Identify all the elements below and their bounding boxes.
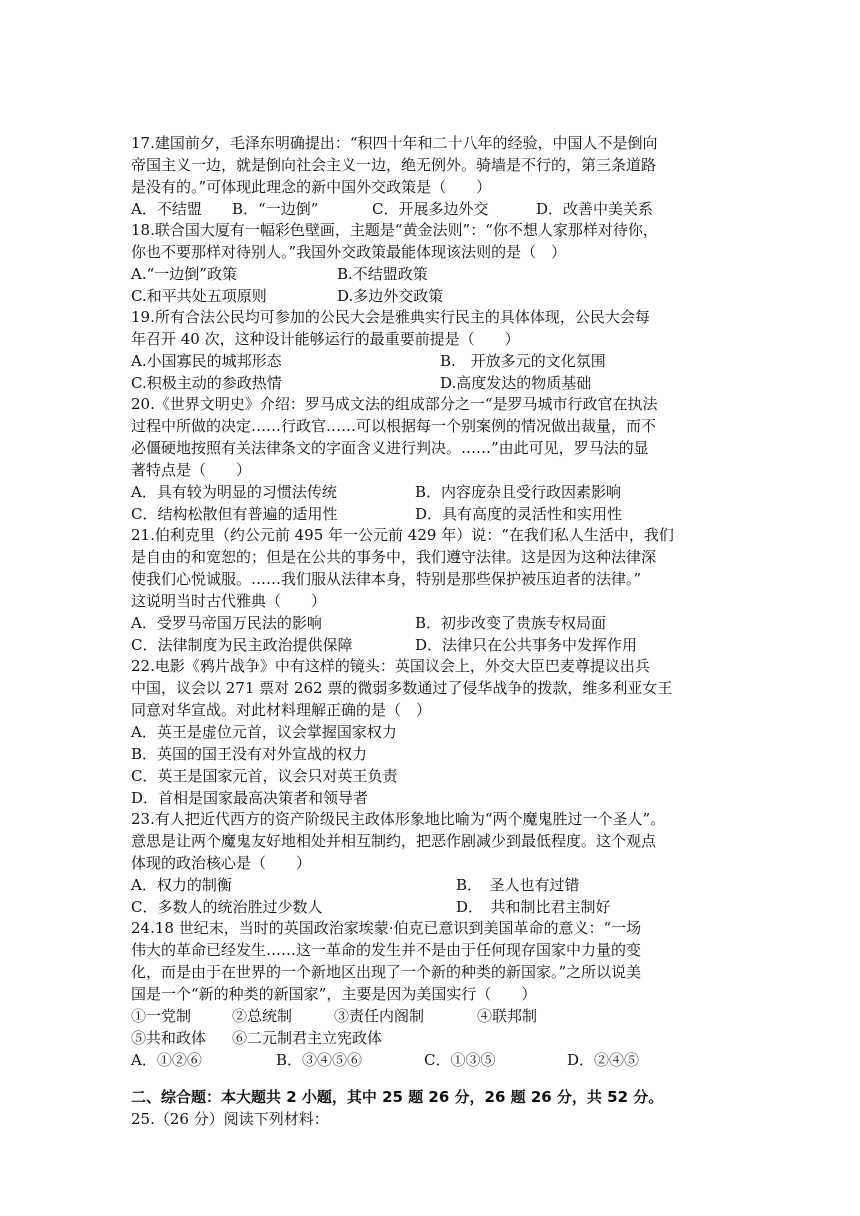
option-d: D．具有高度的灵活性和实用性 xyxy=(415,505,623,523)
option-b: B. 开放多元的文化氛围 xyxy=(440,352,606,370)
choice-item: ③责任内阁制 xyxy=(334,1007,425,1025)
option-c: C．①③⑤ xyxy=(424,1051,496,1069)
question-text-line: 21.伯利克里（约公元前 495 年一公元前 429 年）说：“在我们私人生活中，我们 xyxy=(131,526,674,544)
choice-item: ①一党制 xyxy=(131,1007,192,1025)
option-a: A．具有较为明显的习惯法传统 xyxy=(131,483,337,501)
question-text-line: 你也不要那样对待别人。”我国外交政策最能体现该法则的是（ ） xyxy=(131,243,567,261)
option-c: C．多数人的统治胜过少数人 xyxy=(131,898,323,916)
question-25-intro: 25.（26 分）阅读下列材料： xyxy=(131,1110,329,1128)
question-text-line: 必僵硬地按照有关法律条文的字面含义进行判决。……”由此可见，罗马法的显 xyxy=(131,439,649,457)
choice-item: ⑥二元制君主立宪政体 xyxy=(232,1029,383,1047)
option-d: D．法律只在公共事务中发挥作用 xyxy=(415,636,638,654)
question-text-line: 24.18 世纪末，当时的英国政治家埃蒙·伯克已意识到美国革命的意义：“一场 xyxy=(131,919,642,937)
question-text-line: 过程中所做的决定……行政官……可以根据每一个别案例的情况做出裁量，而不 xyxy=(131,417,657,435)
option-c: C.和平共处五项原则 xyxy=(131,287,267,305)
option-a: A．受罗马帝国万民法的影响 xyxy=(131,614,322,632)
question-text-line: 国是一个“新的种类的新国家”，主要是因为美国实行（ ） xyxy=(131,985,537,1003)
option-a: A．不结盟 xyxy=(131,200,202,218)
option-d: D.高度发达的物质基础 xyxy=(440,374,592,392)
question-text-line: 化，而是由于在世界的一个新地区出现了一个新的种类的新国家。”之所以说美 xyxy=(131,963,642,981)
choice-item: ②总统制 xyxy=(232,1007,293,1025)
option-d: D．首相是国家最高决策者和领导者 xyxy=(131,789,369,807)
option-a: A．①②⑥ xyxy=(131,1051,202,1069)
question-text-line: 18.联合国大厦有一幅彩色壁画，主题是“黄金法则”：“你不想人家那样对待你， xyxy=(131,221,658,239)
option-a: A.小国寡民的城邦形态 xyxy=(131,352,282,370)
question-text-line: 中国，议会以 271 票对 262 票的微弱多数通过了侵华战争的拨款，维多利亚女王 xyxy=(131,679,673,697)
question-text-line: 著特点是（ ） xyxy=(131,461,252,479)
question-text-line: 是自由的和宽恕的；但是在公共的事务中，我们遵守法律。这是因为这种法律深 xyxy=(131,548,657,566)
question-text-line: 使我们心悦诚服。……我们服从法律本身，特别是那些保护被压迫者的法律。” xyxy=(131,570,642,588)
section-heading: 二、综合题：本大题共 2 小题，其中 25 题 26 分，26 题 26 分，共 52 分。 xyxy=(131,1088,664,1106)
option-a: A．权力的制衡 xyxy=(131,876,232,894)
question-text-line: 23.有人把近代西方的资产阶级民主政体形象地比喻为“两个魔鬼胜过一个圣人”。 xyxy=(131,810,666,828)
option-b: B．“一边倒” xyxy=(232,200,319,218)
question-text-line: 17.建国前夕，毛泽东明确提出：“积四十年和二十八年的经验，中国人不是倒向 xyxy=(131,134,658,152)
question-text-line: 年召开 40 次，这种设计能够运行的最重要前提是（ ） xyxy=(131,330,520,348)
question-text-line: 体现的政治核心是（ ） xyxy=(131,854,312,872)
option-b: B．③④⑤⑥ xyxy=(276,1051,363,1069)
option-d: D．改善中美关系 xyxy=(536,200,654,218)
option-a: A．英王是虚位元首，议会掌握国家权力 xyxy=(131,723,397,741)
option-a: A.“一边倒”政策 xyxy=(131,265,237,283)
choice-item: ⑤共和政体 xyxy=(131,1029,207,1047)
question-text-line: 同意对华宣战。对此材料理解正确的是（ ） xyxy=(131,701,432,719)
question-text-line: 22.电影《鸦片战争》中有这样的镜头：英国议会上，外交大臣巴麦尊提议出兵 xyxy=(131,657,650,675)
option-b: B.不结盟政策 xyxy=(337,265,428,283)
option-b: B．英国的国王没有对外宣战的权力 xyxy=(131,745,368,763)
question-text-line: 意思是让两个魔鬼友好地相处并相互制约，把恶作剧减少到最低程度。这个观点 xyxy=(131,832,657,850)
question-text-line: 20.《世界文明史》介绍：罗马成文法的组成部分之一“是罗马城市行政官在执法 xyxy=(131,395,658,413)
question-text-line: 19.所有合法公民均可参加的公民大会是雅典实行民主的具体体现，公民大会每 xyxy=(131,308,650,326)
question-text-line: 这说明当时古代雅典（ ） xyxy=(131,592,327,610)
question-text-line: 是没有的。”可体现此理念的新中国外交政策是（ ） xyxy=(131,178,492,196)
option-c: C.积极主动的参政热情 xyxy=(131,374,282,392)
option-c: C．开展多边外交 xyxy=(372,200,489,218)
option-c: C．结构松散但有普遍的适用性 xyxy=(131,505,338,523)
option-d: D．②④⑤ xyxy=(567,1051,640,1069)
question-text-line: 帝国主义一边，就是倒向社会主义一边，绝无例外。骑墙是不行的，第三条道路 xyxy=(131,156,657,174)
option-d: D.多边外交政策 xyxy=(337,287,444,305)
option-b: B．初步改变了贵族专权局面 xyxy=(415,614,607,632)
option-c: C．英王是国家元首，议会只对英王负责 xyxy=(131,767,398,785)
question-text-line: 伟大的革命已经发生……这一革命的发生并不是由于任何现存国家中力量的变 xyxy=(131,941,642,959)
option-b: B．内容庞杂且受行政因素影响 xyxy=(415,483,622,501)
option-c: C．法律制度为民主政治提供保障 xyxy=(131,636,353,654)
option-d: D． 共和制比君主制好 xyxy=(456,898,611,916)
option-b: B． 圣人也有过错 xyxy=(456,876,580,894)
choice-item: ④联邦制 xyxy=(477,1007,538,1025)
